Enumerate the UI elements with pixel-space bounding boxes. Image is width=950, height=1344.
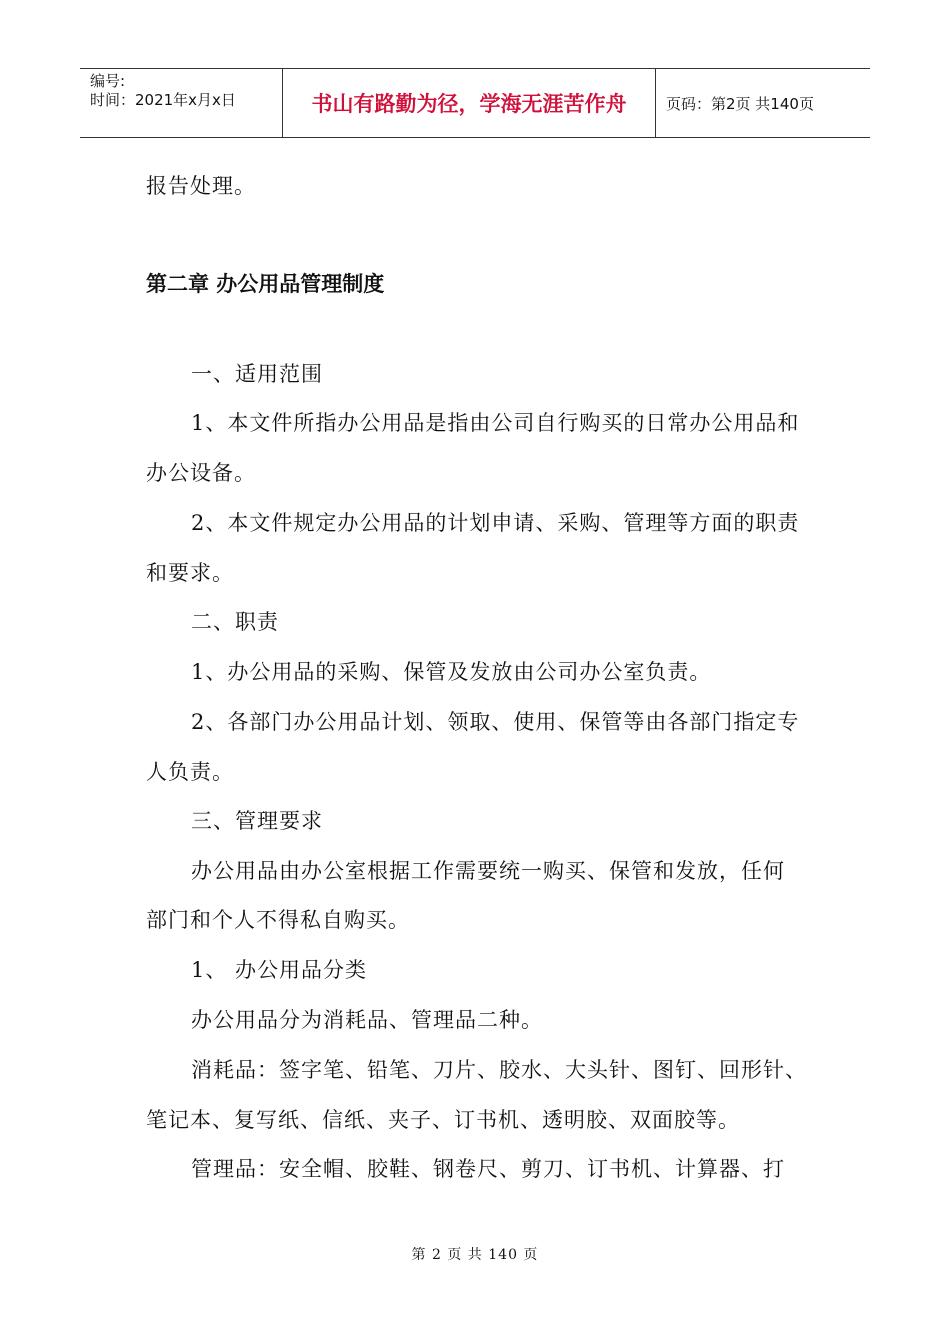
body-line: 1、办公用品的采购、保管及发放由公司办公室负责。	[191, 660, 712, 684]
page-footer: 第 2 页 共 140 页	[411, 1247, 539, 1263]
body-line: 1、本文件所指办公用品是指由公司自行购买的日常办公用品和	[191, 411, 800, 435]
body-line: 和要求。	[146, 561, 234, 585]
section-heading: 三、管理要求	[191, 809, 323, 833]
document-date-label: 时间：2021年x月x日	[90, 91, 236, 109]
chapter-title: 第二章 办公用品管理制度	[146, 272, 385, 296]
header-table	[80, 68, 870, 138]
body-line: 报告处理。	[146, 174, 256, 198]
document-number-label: 编号:	[90, 72, 126, 90]
body-line: 办公设备。	[146, 461, 256, 485]
body-line: 办公用品由办公室根据工作需要统一购买、保管和发放，任何	[191, 859, 785, 883]
body-line: 笔记本、复写纸、信纸、夹子、订书机、透明胶、双面胶等。	[146, 1108, 740, 1132]
body-line: 人负责。	[146, 760, 234, 784]
section-heading: 二、职责	[191, 610, 279, 634]
body-line: 办公用品分为消耗品、管理品二种。	[191, 1008, 543, 1032]
subsection-heading: 1、 办公用品分类	[191, 958, 368, 982]
body-line: 管理品：安全帽、胶鞋、钢卷尺、剪刀、订书机、计算器、打	[191, 1157, 785, 1181]
header-meta-cell	[80, 69, 283, 137]
body-line: 消耗品：签字笔、铅笔、刀片、胶水、大头针、图钉、回形针、	[191, 1058, 807, 1082]
body-line: 2、本文件规定办公用品的计划申请、采购、管理等方面的职责	[191, 511, 800, 535]
body-line: 2、各部门办公用品计划、领取、使用、保管等由各部门指定专	[191, 710, 800, 734]
body-line: 部门和个人不得私自购买。	[146, 908, 410, 932]
header-page-info: 页码：第2页 共140页	[666, 94, 814, 113]
header-motto: 书山有路勤为径，学海无涯苦作舟	[283, 69, 656, 137]
section-heading: 一、适用范围	[191, 362, 323, 386]
